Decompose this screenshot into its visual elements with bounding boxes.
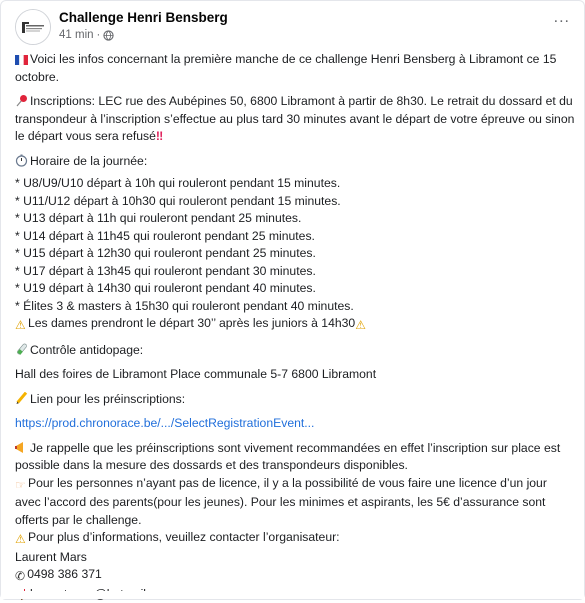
dames-paragraph xyxy=(15,315,575,335)
horaire-line: * U14 départ à 11h45 qui rouleront pendant 25 minutes. xyxy=(15,228,575,246)
dames-text: Les dames prendront le départ 30’’ après les juniors à 14h30 xyxy=(28,316,355,330)
france-flag-icon xyxy=(15,55,28,65)
horaire-line: * U17 départ à 13h45 qui rouleront pendant 30 minutes. xyxy=(15,263,575,281)
contact-title-text: Pour plus d’informations, veuillez contacter l’organisateur: xyxy=(28,530,340,544)
double-exclamation-icon: ‼ xyxy=(156,129,163,143)
intro-text: Voici les infos concernant la première manche de ce challenge Henri Bensberg à Libramont ce 15 octobre. xyxy=(15,52,556,84)
inscriptions-paragraph xyxy=(15,93,575,146)
licence-paragraph xyxy=(15,475,575,530)
horaire-title-text: Horaire de la journée: xyxy=(30,154,147,168)
megaphone-icon xyxy=(15,441,28,454)
contact-phone-line xyxy=(15,566,575,586)
warning-icon: ⚠ xyxy=(15,531,26,549)
telephone-receiver-icon: ✆ xyxy=(15,568,25,586)
registration-link-paragraph xyxy=(15,415,575,433)
antidopage-title xyxy=(15,342,575,360)
contact-phone[interactable]: 0498 386 371 xyxy=(27,567,102,581)
inscriptions-text: Inscriptions: LEC rue des Aubépines 50, 6800 Libramont à partir de 8h30. Le retrait du dossard et du transpondeur à l’inscription s’effectue au plus tard 30 minutes avant le départ de votre épreuve ou sinon le départ vous sera refusé xyxy=(15,94,574,143)
post-meta xyxy=(59,29,114,41)
post-time[interactable]: 41 min xyxy=(59,29,94,41)
stopwatch-icon xyxy=(15,154,28,167)
horaire-line: * U15 départ à 12h30 qui rouleront pendant 25 minutes. xyxy=(15,245,575,263)
horaire-line: * U11/U12 départ à 10h30 qui rouleront pendant 15 minutes. xyxy=(15,193,575,211)
pencil-icon xyxy=(15,392,28,405)
licence-text: Pour les personnes n’ayant pas de licence, il y a la possibilité de vous faire une licence d’un jour avec l’accord des parents(pour les jeunes). Pour les minimes et aspirants, les 5€ d’assurance sont offerts par le challenge. xyxy=(15,476,547,527)
rappel-text: Je rappelle que les préinscriptions sont vivement recommandées en effet l’inscription sur place est possible dans la mesure des dossards et des transpondeurs disponibles. xyxy=(15,441,560,473)
antidopage-location: Hall des foires de Libramont Place communale 5-7 6800 Libramont xyxy=(15,366,575,384)
globe-icon xyxy=(103,30,114,41)
intro-paragraph xyxy=(15,51,575,86)
horaire-title xyxy=(15,153,575,171)
lien-title xyxy=(15,391,575,409)
rappel-paragraph xyxy=(15,440,575,475)
post-content xyxy=(15,51,575,603)
page-name[interactable]: Challenge Henri Bensberg xyxy=(59,10,228,25)
antidopage-title-text: Contrôle antidopage: xyxy=(30,343,143,357)
horaire-line: * Élites 3 & masters à 15h30 qui rouleront pendant 40 minutes. xyxy=(15,298,575,316)
warning-icon: ⚠ xyxy=(355,317,366,335)
contact-name: Laurent Mars xyxy=(15,549,575,567)
horaire-line: * U19 départ à 14h30 qui rouleront pendant 40 minutes. xyxy=(15,280,575,298)
more-options-button[interactable]: ... xyxy=(554,13,570,23)
horaire-line: * U8/U9/U10 départ à 10h qui rouleront pendant 15 minutes. xyxy=(15,175,575,193)
post-header xyxy=(15,9,574,45)
warning-icon: ⚠ xyxy=(15,317,26,335)
meta-separator: · xyxy=(97,29,101,41)
test-tube-icon xyxy=(15,343,28,356)
pointing-hand-icon: ☞ xyxy=(15,477,26,495)
round-pushpin-icon xyxy=(15,94,28,107)
card-bottom-edge xyxy=(1,591,584,599)
horaire-line: * U13 départ à 11h qui rouleront pendant 25 minutes. xyxy=(15,210,575,228)
page-avatar[interactable] xyxy=(15,9,51,45)
lien-title-text: Lien pour les préinscriptions: xyxy=(30,392,185,406)
registration-link[interactable]: https://prod.chronorace.be/.../SelectRegistrationEvent... xyxy=(15,416,314,430)
contact-title xyxy=(15,529,575,549)
challenge-logo-icon xyxy=(16,10,50,44)
